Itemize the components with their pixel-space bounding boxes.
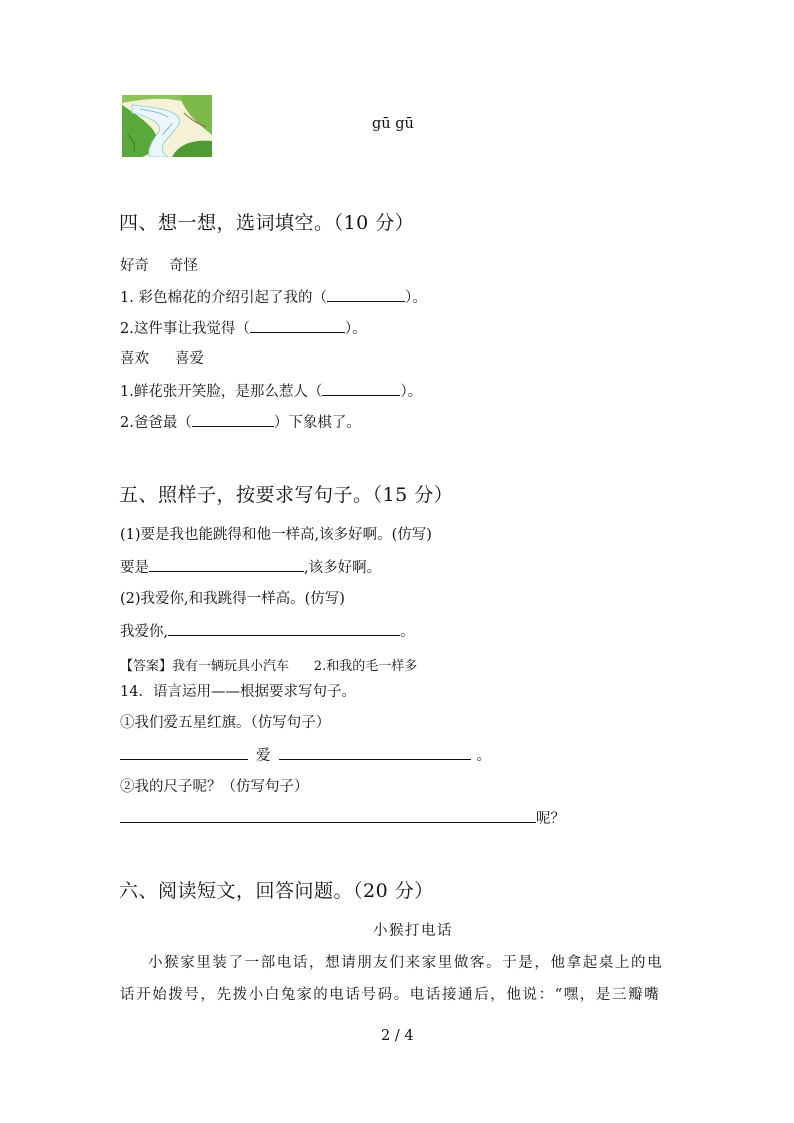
story-line-1: 小猴家里装了一部电话，想请朋友们来家里做客。于是，他拿起桌上的电 <box>148 955 664 971</box>
section4-title: 四、想一想，选词填空。（10 分） <box>119 212 415 234</box>
answer-blank[interactable] <box>322 381 400 396</box>
question-text: ）下象棋了。 <box>273 415 361 431</box>
question-14: 14．语言运用——根据要求写句子。 <box>120 684 356 700</box>
river-illustration <box>122 95 212 157</box>
word-option: 好奇 <box>120 258 149 274</box>
question-14-2: ②我的尺子呢？（仿写句子） <box>120 779 309 795</box>
answer-blank[interactable] <box>279 745 471 760</box>
question-4-3 <box>120 381 422 402</box>
word-pair-1 <box>120 256 198 276</box>
question-text: 爱 <box>256 748 271 764</box>
word-option: 奇怪 <box>169 258 198 274</box>
question-4-4 <box>120 412 361 433</box>
answer-blank[interactable] <box>120 808 536 823</box>
word-pair-2 <box>120 349 204 369</box>
word-option: 喜欢 <box>120 351 149 367</box>
rewrite-14-1 <box>120 745 491 766</box>
question-text: 呢？ <box>536 811 565 827</box>
question-14-1: ①我们爱五星红旗。（仿写句子） <box>120 715 331 731</box>
rewrite-1 <box>120 557 381 578</box>
story-line-2: 话开始拨号，先拨小白兔家的电话号码。电话接通后，他说：“嘿，是三瓣嘴 <box>120 987 661 1003</box>
question-text: 1.鲜花张开笑脸，是那么惹人（ <box>120 384 323 400</box>
answer-blank[interactable] <box>149 557 304 572</box>
answer-blank[interactable] <box>192 412 274 427</box>
question-text: ）。 <box>404 290 427 306</box>
question-text: 。 <box>476 748 491 764</box>
question-text: 我爱你, <box>120 624 169 640</box>
question-text: ,该多好啊。 <box>304 560 382 576</box>
answer-blank[interactable] <box>250 318 345 333</box>
story-title: 小猴打电话 <box>373 923 453 939</box>
pinyin-text: gū gū <box>372 116 414 132</box>
question-4-1 <box>120 287 427 308</box>
section5-title: 五、照样子，按要求写句子。（15 分） <box>119 484 454 506</box>
question-text: ）。 <box>400 384 423 400</box>
question-4-2 <box>120 318 367 339</box>
question-text: ）。 <box>344 321 367 337</box>
word-option: 喜爱 <box>175 351 204 367</box>
page-number: 2 / 4 <box>381 1028 414 1044</box>
answer-blank[interactable] <box>168 621 400 636</box>
answer-key: 【答案】我有一辆玩具小汽车 2.和我的毛一样多 <box>120 659 418 674</box>
rewrite-14-2 <box>120 808 565 829</box>
rewrite-2 <box>120 621 415 642</box>
question-text: 2.这件事让我觉得（ <box>120 321 250 337</box>
example-1: (1)要是我也能跳得和他一样高,该多好啊。(仿写) <box>120 527 432 543</box>
question-text: 要是 <box>120 560 149 576</box>
section6-title: 六、阅读短文，回答问题。（20 分） <box>119 880 434 902</box>
answer-blank[interactable] <box>120 745 248 760</box>
example-2: (2)我爱你,和我跳得一样高。(仿写) <box>120 591 345 607</box>
answer-blank[interactable] <box>327 287 405 302</box>
question-text: 1. 彩色棉花的介绍引起了我的（ <box>120 290 327 306</box>
question-text: 。 <box>400 624 415 640</box>
question-text: 2.爸爸最（ <box>120 415 192 431</box>
